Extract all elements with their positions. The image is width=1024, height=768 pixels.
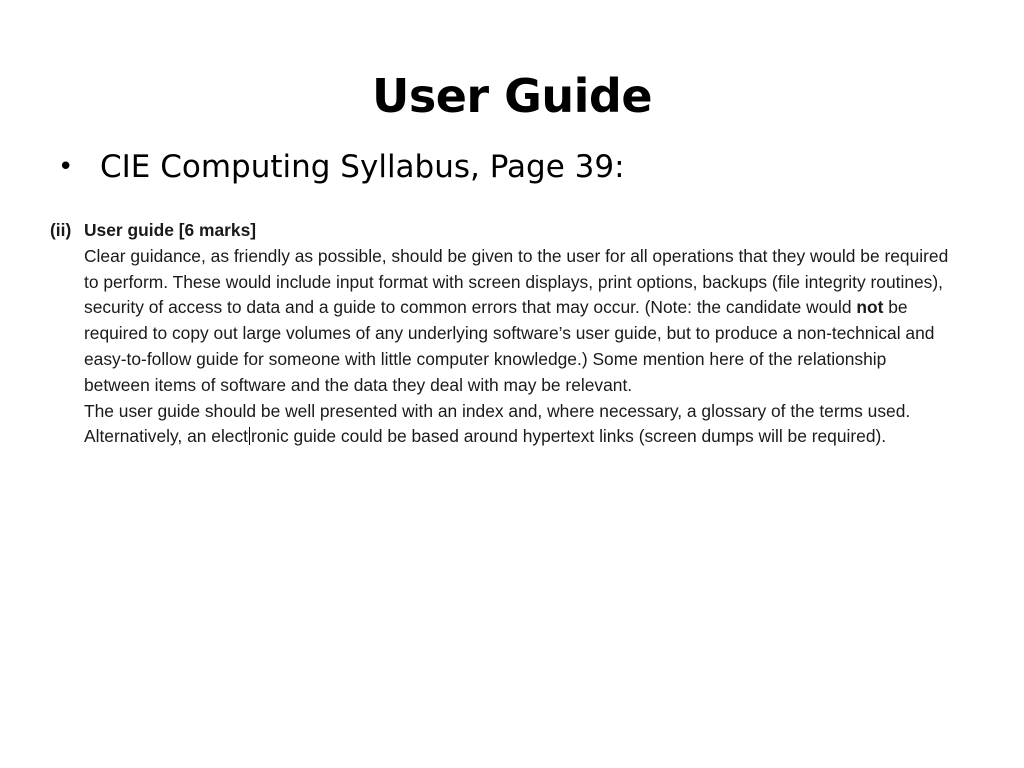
- excerpt-paragraph-2: [84, 399, 950, 451]
- bullet-item: [58, 144, 625, 190]
- paragraph-1-text-a: Clear guidance, as friendly as possible, should be given to the user for all operations that they would be required to perform. These would include input format with screen displays, print options, backups (file integrity routines), security of access to data and a guide to common errors that may occur. (Note: the candidate would: [84, 245, 949, 318]
- excerpt-body: [84, 244, 950, 450]
- paragraph-1-text-b: be required to copy out large volumes of any underlying software’s user guide, but to produce a non-technical and easy-to-follow guide for someone with little computer knowledge.) Some mention here of the relationship between items of software and the data they deal with may be relevant.: [84, 297, 935, 395]
- emphasis-not: not: [856, 297, 884, 318]
- text-cursor-icon: [249, 427, 250, 445]
- paragraph-2-text-a: The user guide should be well presented with an index and, where necessary, a glossary of the terms used. Alternatively, an elect: [84, 400, 911, 447]
- excerpt-heading: User guide [6 marks]: [84, 220, 257, 240]
- bullet-text: CIE Computing Syllabus, Page 39:: [100, 149, 625, 185]
- slide-title: User Guide: [371, 69, 653, 123]
- excerpt-header: [50, 218, 950, 244]
- paragraph-2-text-b: ronic guide could be based around hypertext links (screen dumps will be required).: [251, 426, 887, 447]
- syllabus-excerpt: [50, 218, 950, 450]
- bullet-dot-icon: •: [58, 152, 74, 182]
- excerpt-paragraph-1: [84, 244, 950, 399]
- excerpt-number: (ii): [50, 220, 72, 240]
